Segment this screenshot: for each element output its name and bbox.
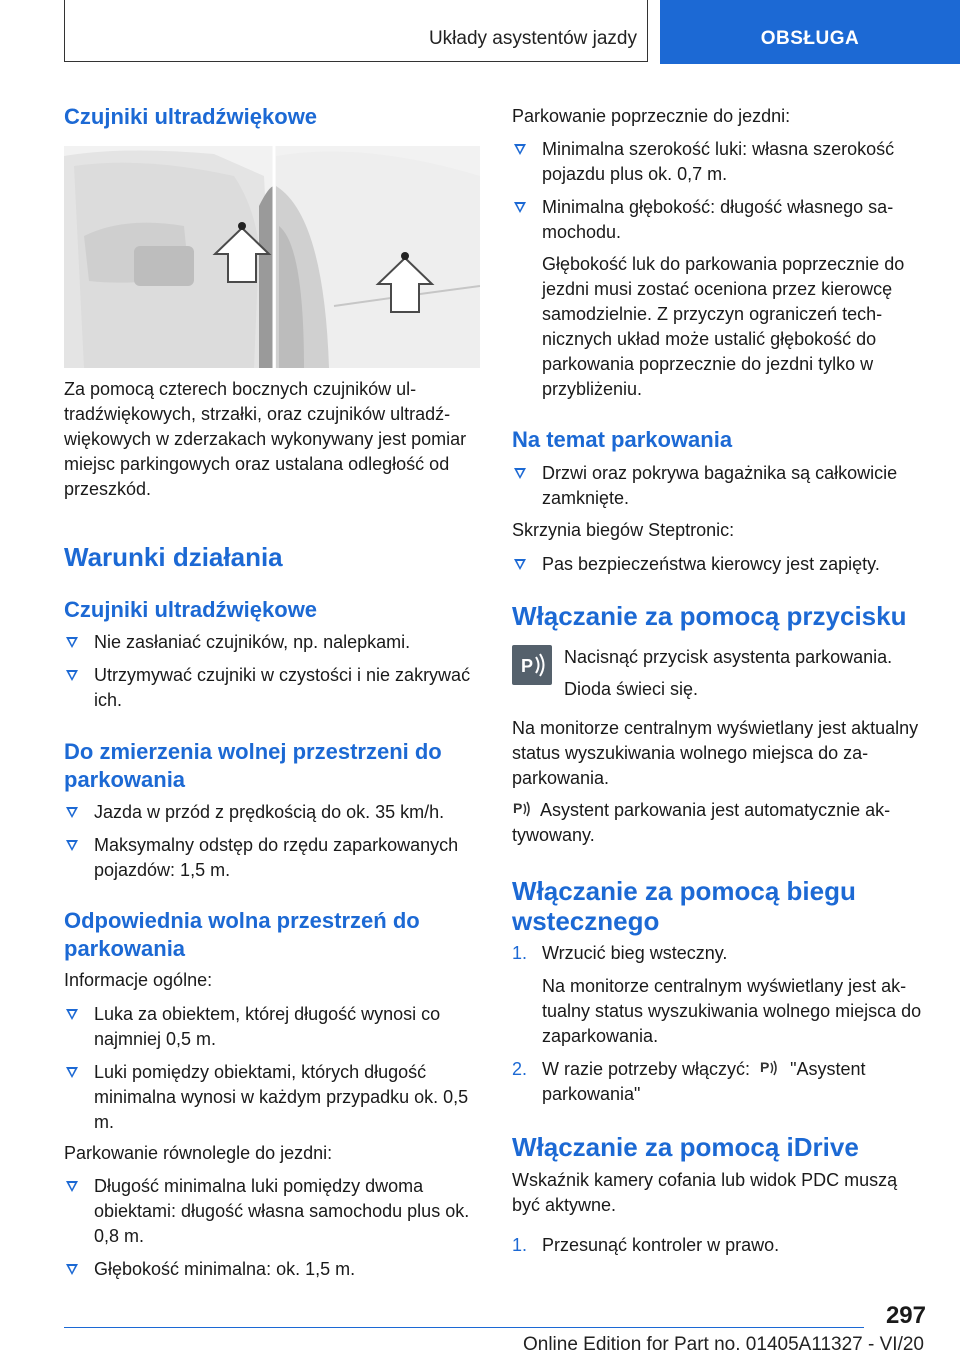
triangle-bullet-icon [514, 468, 526, 479]
triangle-bullet-icon [514, 559, 526, 570]
heading-ultrasonic-2: Czujniki ultradźwiękowe [64, 597, 318, 622]
triangle-bullet-icon [514, 144, 526, 155]
list-item: 1. Przesunąć kontroler w prawo. [512, 1235, 780, 1255]
intro-paragraph: Za pomocą czterech bocznych czujników ultradźwiękowych, strzałki, oraz czujników ultradźwiękowych w zderzakach wykonywany jest pomiar miejsc parkingowych oraz ustalana odległość od przeszkód. [64, 379, 467, 499]
triangle-bullet-icon [66, 670, 78, 681]
general-info-label: Informacje ogólne: [64, 970, 213, 990]
list-item: Utrzymywać czujniki w czystości i nie zakrywać ich. [64, 663, 482, 713]
parking-about-list [512, 461, 930, 511]
triangle-bullet-icon [66, 840, 78, 851]
heading-parking-about: Na temat parkowania [512, 427, 733, 452]
list-item: Nie zasłaniać czujników, np. nalepkami. [64, 630, 482, 655]
heading-idrive: Włączanie za pomocą iDrive [512, 1132, 859, 1162]
heading-reverse: Włączanie za pomocą biegu wstecznego [512, 876, 856, 936]
triangle-bullet-icon [66, 637, 78, 648]
list-item: Drzwi oraz pokrywa bagażnika są całkowicie zamknięte. [512, 461, 930, 511]
monitor-status-text: Na monitorze centralnym wyświetlany jest aktualny status wyszukiwania wolnego miejsca do zaparkowania. [512, 718, 919, 788]
list-item: Minimalna głębokość: długość własnego samochodu. [512, 195, 930, 245]
header-section-box [64, 0, 648, 62]
header-section-title: Układy asystentów jazdy [428, 28, 637, 49]
triangle-bullet-icon [66, 1264, 78, 1275]
triangle-bullet-icon [66, 807, 78, 818]
ultrasonic-list [64, 630, 482, 713]
list-item: Jazda w przód z prędkością do ok. 35 km/h. [64, 800, 482, 825]
parallel-list [64, 1174, 482, 1282]
svg-text:P: P [760, 1059, 770, 1075]
sensor-photo [64, 146, 480, 368]
heading-ultrasonic: Czujniki ultradźwiękowe [64, 104, 318, 129]
triangle-bullet-icon [66, 1009, 78, 1020]
perpendicular-note: Głębokość luk do parkowania poprzecznie do jezdni musi zostać oceniona przez kierowcę samodzielnie. Z przyczyn ograniczeń technicznych układ może ustalić głębokość do parkowania poprzecznie do jezdni tylko w przybliżeniu. [542, 254, 905, 399]
list-item: Minimalna szerokość luki: własna szerokość pojazdu plus ok. 0,7 m. [512, 137, 930, 187]
heading-measure: Do zmierzenia wolnej przestrzeni do parkowania [64, 739, 442, 792]
button-instruction: Nacisnąć przycisk asystenta parkowania. [564, 647, 893, 667]
list-item: Luki pomiędzy obiektami, których długość minimalna wynosi w każdym przypadku ok. 0,5 m. [64, 1060, 482, 1135]
reverse-steps [512, 941, 930, 1107]
list-item: Długość minimalna luki pomiędzy dwoma obiektami: długość własna samochodu plus ok. 0,8 m. [64, 1174, 482, 1249]
parking-assist-icon [759, 1057, 781, 1077]
list-item: Maksymalny odstęp do rzędu zaparkowanych pojazdów: 1,5 m. [64, 833, 482, 883]
page-header [64, 0, 960, 64]
idrive-steps [512, 1233, 930, 1258]
svg-text:P: P [521, 656, 534, 676]
parking-assist-icon [512, 798, 534, 818]
page-number: 297 [885, 1302, 926, 1329]
perpendicular-list [512, 137, 930, 245]
heading-space: Odpowiednia wolna przestrzeń do parkowania [64, 908, 420, 961]
list-item: 1. Wrzucić bieg wsteczny. [512, 943, 728, 963]
header-tab-label: OBSŁUGA [760, 28, 860, 49]
triangle-bullet-icon [514, 202, 526, 213]
measure-list [64, 800, 482, 883]
steptronic-list [512, 552, 930, 577]
list-item: Luka za obiektem, której długość wynosi co najmniej 0,5 m. [64, 1002, 482, 1052]
step-note: Na monitorze centralnym wyświetlany jest aktualny status wyszukiwania wolnego miejsca do zaparkowania. [542, 976, 922, 1046]
heading-conditions: Warunki działania [64, 542, 283, 572]
led-status: Dioda świeci się. [564, 679, 699, 699]
general-info-list [64, 1002, 482, 1135]
steptronic-label: Skrzynia biegów Steptronic: [512, 520, 735, 540]
heading-button: Włączanie za pomocą przycisku [512, 601, 907, 631]
parallel-label: Parkowanie równolegle do jezdni: [64, 1143, 333, 1163]
list-item: Głębokość minimalna: ok. 1,5 m. [64, 1257, 482, 1282]
list-item: Pas bezpieczeństwa kierowcy jest zapięty. [512, 552, 930, 577]
triangle-bullet-icon [66, 1181, 78, 1192]
header-tab[interactable] [660, 0, 960, 64]
svg-text:P: P [513, 800, 523, 816]
parking-assist-button-icon [512, 645, 552, 685]
footer-divider [64, 1327, 864, 1328]
triangle-bullet-icon [66, 1067, 78, 1078]
list-item: 2. W razie potrzeby włączyć: P "Asystent parkowania" [512, 1059, 866, 1104]
idrive-text: Wskaźnik kamery cofania lub widok PDC muszą być aktywne. [512, 1170, 898, 1215]
perpendicular-label: Parkowanie poprzecznie do jezdni: [512, 106, 791, 126]
edition-text: Online Edition for Part no. 01405A11327 - VI/20 [522, 1334, 924, 1355]
auto-activation-text: P Asystent parkowania jest automatycznie aktywowany. [512, 800, 891, 845]
